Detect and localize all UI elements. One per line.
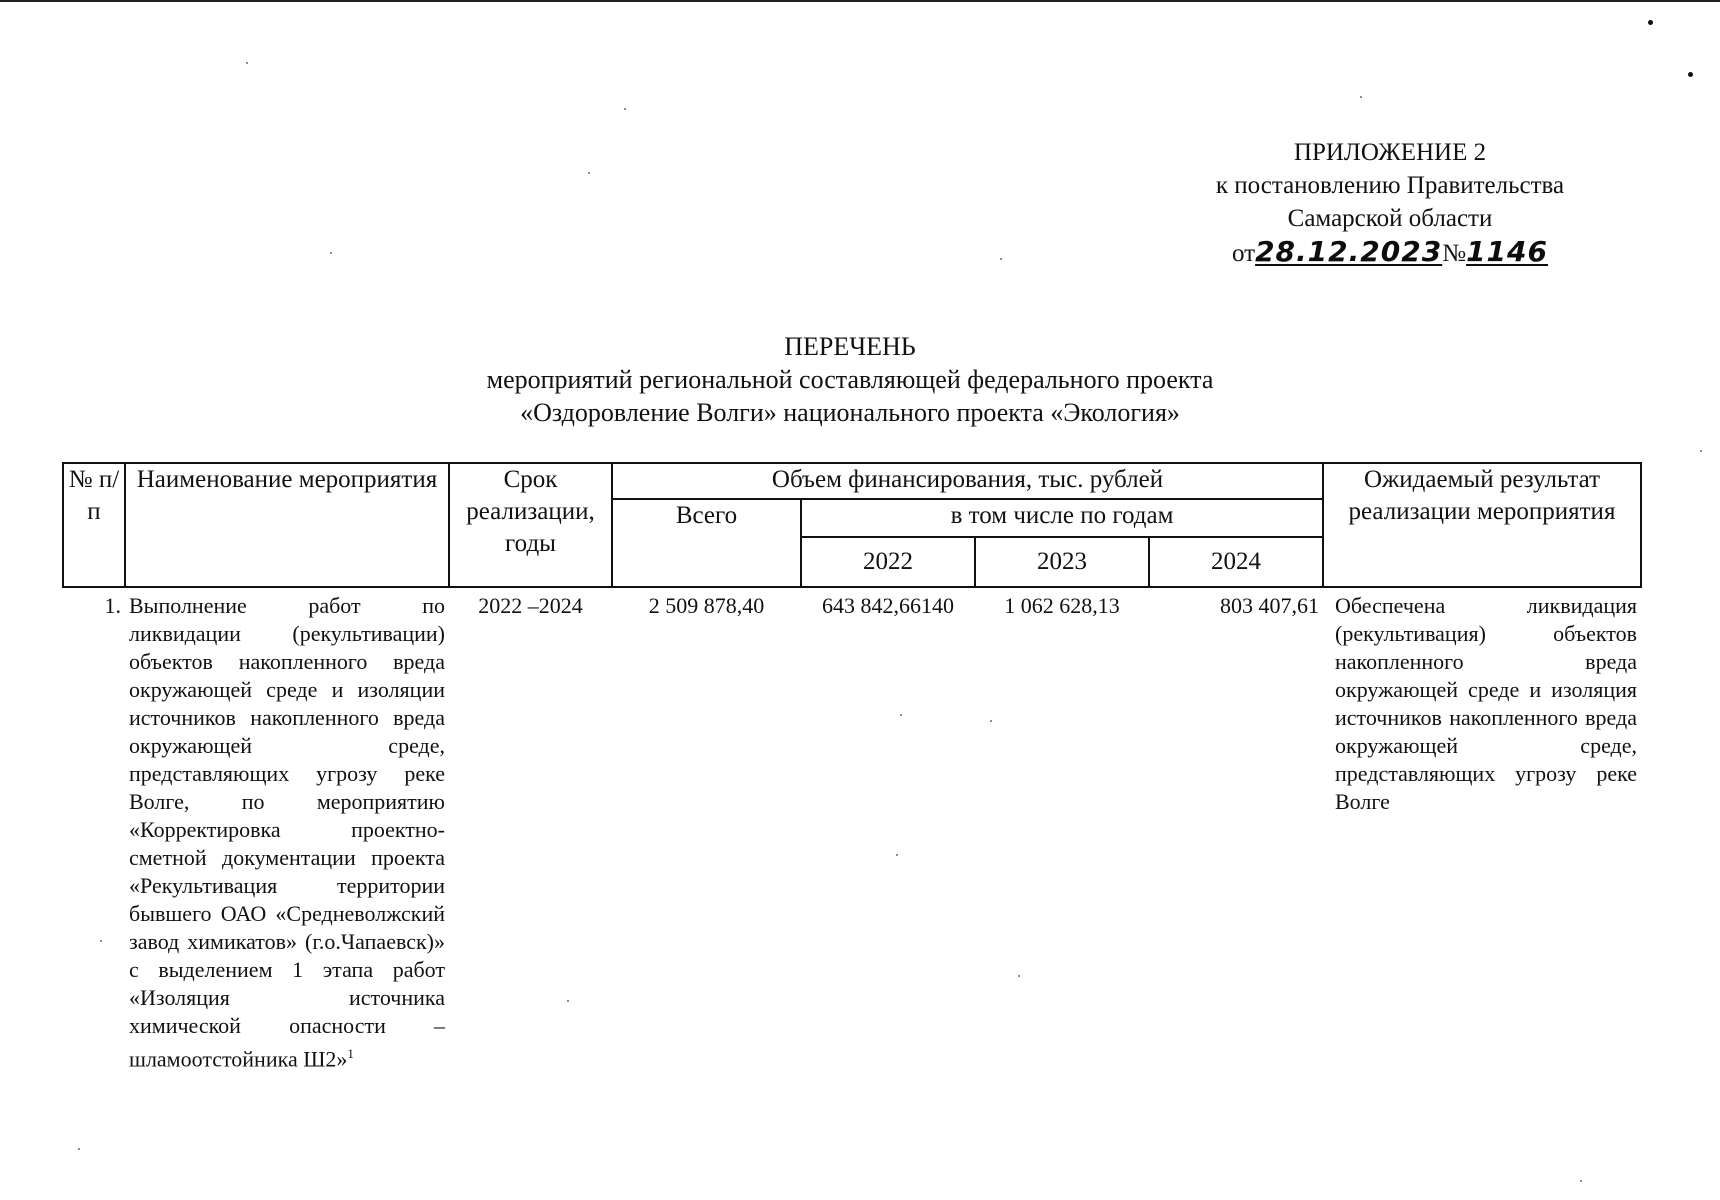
measures-table bbox=[62, 462, 1642, 1077]
appendix-line-1: к постановлению Правительства bbox=[1215, 172, 1565, 199]
scan-speck bbox=[588, 172, 590, 174]
scan-speck bbox=[1688, 72, 1693, 77]
row-num: 1. bbox=[104, 593, 121, 618]
scan-top-border bbox=[0, 0, 1720, 2]
scan-speck bbox=[1580, 1180, 1582, 1182]
header-by-years: в том числе по годам bbox=[801, 499, 1323, 537]
header-funding: Объем финансирования, тыс. рублей bbox=[612, 463, 1323, 499]
header-year-2022: 2022 bbox=[801, 537, 975, 587]
scan-speck bbox=[1648, 20, 1653, 25]
appendix-title: ПРИЛОЖЕНИЕ 2 bbox=[1293, 139, 1487, 166]
scan-speck bbox=[624, 108, 626, 110]
title-heading: ПЕРЕЧЕНЬ bbox=[784, 332, 916, 361]
footnote-mark: 1 bbox=[347, 1046, 354, 1061]
document-title bbox=[330, 330, 1370, 429]
handwritten-date: 28.12.2023 bbox=[1255, 235, 1443, 268]
scan-speck bbox=[246, 62, 248, 64]
row-name-text: Выполнение работ по ликвидации (рекультивации) объектов накопленного вреда окружающей среде и изоляции источников накопленного вреда окружающей среде, представляющих угрозу реке Волге, по мероприятию «Корректировка проектно-сметной документации проекта «Рекультивация территории бывшего ОАО «Средневолжский завод химикатов» (г.о.Чапаевск)» с выделением 1 этапа работ «Изоляция источника химической опасности – шламоотстойника Ш2» bbox=[129, 593, 445, 1072]
title-line-2: «Оздоровление Волги» национального проекта «Экология» bbox=[520, 398, 1180, 427]
handwritten-number: 1146 bbox=[1466, 235, 1549, 268]
scan-speck bbox=[1000, 258, 1002, 260]
row-result: Обеспечена ликвидация (рекультивация) объектов накопленного вреда окружающей среде и изоляция источников накопленного вреда окружающей среде, представляющих угрозу реке Волге bbox=[1335, 593, 1637, 814]
header-result: Ожидаемый результат реализации мероприятия bbox=[1323, 463, 1641, 587]
scan-speck bbox=[78, 1148, 80, 1150]
scan-speck bbox=[1360, 96, 1362, 98]
row-2022: 643 842,66140 bbox=[822, 593, 954, 618]
header-name: Наименование мероприятия bbox=[125, 463, 449, 587]
appendix-block bbox=[1160, 136, 1620, 270]
row-name bbox=[125, 587, 449, 1077]
row-period: 2022 –2024 bbox=[478, 593, 583, 618]
scan-speck bbox=[330, 252, 332, 254]
header-year-2023: 2023 bbox=[975, 537, 1149, 587]
title-line-1: мероприятий региональной составляющей федерального проекта bbox=[486, 365, 1214, 394]
scan-speck bbox=[1700, 450, 1702, 452]
header-num: № п/п bbox=[63, 463, 125, 587]
row-2023: 1 062 628,13 bbox=[1004, 593, 1120, 618]
header-period: Срок реализации, годы bbox=[449, 463, 612, 587]
row-total: 2 509 878,40 bbox=[648, 593, 765, 618]
date-prefix: от bbox=[1231, 240, 1256, 267]
row-2024: 803 407,61 bbox=[1220, 593, 1319, 618]
appendix-date-line bbox=[1160, 235, 1620, 270]
header-year-2024: 2024 bbox=[1149, 537, 1323, 587]
number-prefix: № bbox=[1442, 240, 1467, 267]
appendix-line-2: Самарской области bbox=[1287, 205, 1493, 232]
table-row bbox=[63, 587, 1641, 1077]
header-total: Всего bbox=[612, 499, 801, 587]
